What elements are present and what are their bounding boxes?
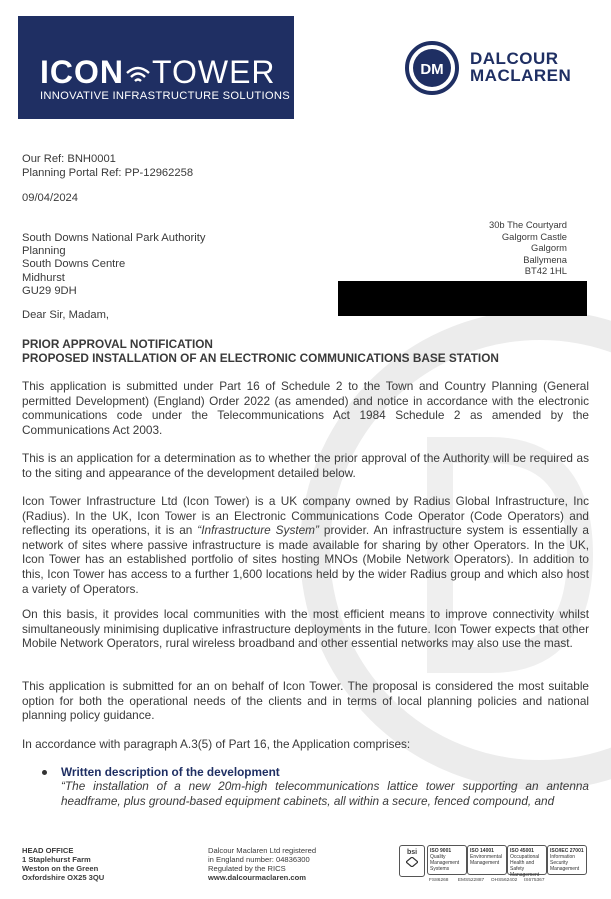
letter-date: 09/04/2024 <box>22 192 78 204</box>
recipient-line: Planning <box>22 245 66 258</box>
cert-number: IS675367 <box>523 878 545 883</box>
company-info-block <box>208 846 316 882</box>
salutation: Dear Sir, Madam, <box>22 309 110 321</box>
recipient-line: GU29 9DH <box>22 284 77 297</box>
cert-label: Occupational Health and Safety Management <box>510 854 540 878</box>
cert-code: ISO 45001 <box>510 848 534 854</box>
cert-iso45001 <box>507 845 547 878</box>
cert-iso9001 <box>427 845 467 875</box>
cert-numbers <box>429 878 545 883</box>
cert-code: ISO 9001 <box>430 848 452 854</box>
bullet-title: Written description of the development <box>61 765 280 779</box>
company-website[interactable]: www.dalcourmaclaren.com <box>208 873 307 882</box>
head-office-block <box>22 846 104 882</box>
wifi-icon <box>125 65 151 85</box>
cert-label: Quality Management Systems <box>430 854 460 872</box>
paragraph-4: On this basis, it provides local communities with the most efficient means to improve connectivity whilst simultaneously minimising duplicative infrastructure deployments in the future. Icon Tower expects that other Mobile Network Operators, rural wireless broadband and other essential networks may also use the mast. <box>22 607 589 651</box>
logo-word-tower: TOWER <box>152 54 276 90</box>
cert-code: ISO/IEC 27001 <box>550 848 584 854</box>
head-office-line: Oxfordshire OX25 3QU <box>22 873 105 882</box>
portal-ref: Planning Portal Ref: PP-12962258 <box>22 166 194 179</box>
sender-line: 30b The Courtyard <box>489 219 567 230</box>
sender-line: BT42 1HL <box>524 265 567 277</box>
bullet-quote: “The installation of a new 20m-high telecommunications lattice tower supporting an antenna headframe, plus ground-based equipment cabinets, all within a secure, fenced compound, and <box>61 779 589 808</box>
head-office-line: 1 Staplehurst Farm <box>22 855 91 864</box>
paragraph-6: In accordance with paragraph A.3(5) of Part 16, the Application comprises: <box>22 737 411 751</box>
dm-monogram-icon <box>404 40 460 96</box>
sender-address <box>489 219 567 277</box>
sender-line: Ballymena <box>523 253 567 265</box>
reference-block <box>22 153 193 180</box>
certifications-strip <box>399 843 589 887</box>
kitemark-icon <box>406 857 418 867</box>
paragraph-3-text: Icon Tower Infrastructure Ltd (Icon Tower) is a UK company owned by Radius Global Infrastructure, Inc (Radius). In the UK, Icon Tower is an Electronic Communications Code Operator (Code Operators) and reflecting its operations, it is an <box>22 494 589 538</box>
dm-word-dalcour: DALCOUR <box>470 49 559 68</box>
cert-label: Information Security Management <box>550 854 580 872</box>
dm-monogram-text: DM <box>420 61 444 78</box>
dalcour-maclaren-logo <box>404 38 584 100</box>
cert-code: ISO 14001 <box>470 848 494 854</box>
sender-line: Galgorm Castle <box>501 230 567 242</box>
cert-number: EMS522887 <box>457 878 485 883</box>
cert-label: Environmental Management <box>470 854 502 866</box>
cert-number: FS86268 <box>429 878 449 883</box>
cert-number: OHS562402 <box>490 878 518 883</box>
sender-line: Galgorm <box>531 242 567 254</box>
logo-word-icon: ICON <box>40 54 124 90</box>
head-office-line: Weston on the Green <box>22 864 99 873</box>
paragraph-1: This application is submitted under Part 16 of Schedule 2 to the Town and Country Planning (General permitted Development) (England) Order 2022 (as amended) and notice in accordance with the electronic communications code under the Telecommunications Act 1984 Schedule 2 as amended by the Communications Act 2003. <box>22 379 589 437</box>
recipient-line: South Downs Centre <box>22 258 126 271</box>
company-line: Dalcour Maclaren Ltd registered <box>208 846 317 855</box>
bullet-point <box>42 770 47 775</box>
head-office-label: HEAD OFFICE <box>22 846 74 855</box>
cert-iso27001 <box>547 845 587 875</box>
paragraph-2: This is an application for a determination as to whether the prior approval of the Authority will be required as to the siting and appearance of the development detailed below. <box>22 451 589 480</box>
cert-iso14001 <box>467 845 507 875</box>
paragraph-3-emphasis: “Infrastructure System” <box>197 523 319 538</box>
bsi-mark <box>399 845 425 877</box>
heading-line: PRIOR APPROVAL NOTIFICATION <box>22 337 213 351</box>
company-line: in England number: 04836300 <box>208 855 310 864</box>
paragraph-5: This application is submitted for an on behalf of Icon Tower. The proposal is considered the most suitable option for both the operational needs of the clients and in terms of local planning policies and national planning policy guidance. <box>22 679 589 723</box>
icon-tower-logo <box>18 16 294 119</box>
our-ref: Our Ref: BNH0001 <box>22 153 116 165</box>
recipient-address <box>22 232 205 298</box>
company-line: Regulated by the RICS <box>208 864 286 873</box>
redaction-box <box>338 281 587 316</box>
dm-word-maclaren: MACLAREN <box>470 66 572 85</box>
recipient-line: South Downs National Park Authority <box>22 232 206 244</box>
paragraph-3-text-cont: provider. An infrastructure system is essentially a network of sites where passive infrastructure is made available for sharing by other Operators. In the UK, Icon Tower has an established portfolio of sites hosting MNOs (Mobile Network Operators). In addition to this, Icon Tower has access to a further 1,600 locations held by the wider Radius group and which also host a variety of Operators. <box>22 523 589 596</box>
paragraph-3 <box>22 494 589 596</box>
bsi-text: bsi <box>406 849 418 856</box>
letter-headings <box>22 337 592 365</box>
logo-tagline: INNOVATIVE INFRASTRUCTURE SOLUTIONS <box>40 90 291 102</box>
recipient-line: Midhurst <box>22 271 65 284</box>
heading-line: PROPOSED INSTALLATION OF AN ELECTRONIC COMMUNICATIONS BASE STATION <box>22 351 499 365</box>
